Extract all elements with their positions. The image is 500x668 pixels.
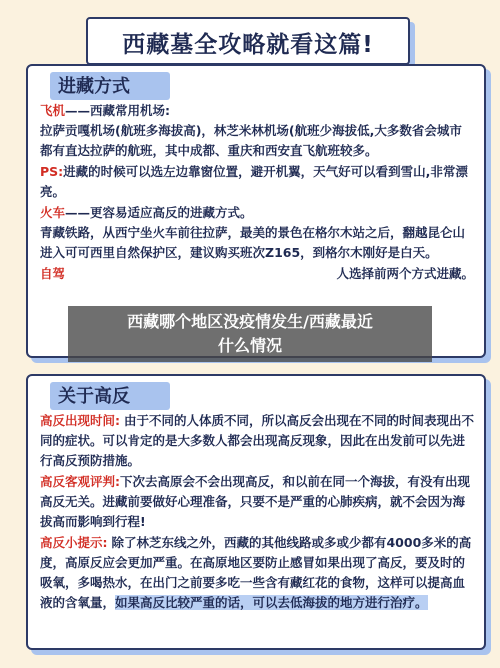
page-title: 西藏墓全攻略就看这篇! <box>122 32 374 58</box>
train-head: 更容易适应高反的进藏方式。 <box>90 205 253 220</box>
time-paragraph <box>40 411 474 471</box>
flight-label: 飞机 <box>40 103 66 118</box>
objective-paragraph <box>40 472 474 532</box>
self-drive-body: 人选择前两个方式进藏。 <box>336 266 474 281</box>
train-label: 火车 <box>40 205 66 220</box>
tip-highlight: 如果高反比较严重的话，可以去低海拔的地方进行治疗。 <box>115 595 428 610</box>
header-banner <box>86 17 410 65</box>
self-drive-label: 自驾 <box>40 266 66 281</box>
section-title-altitude: 关于高反 <box>44 374 144 414</box>
time-body: 由于不同的人体质不同，所以高反会出现在不同的时间表现出不同的症状。可以肯定的是大多数人都会出现高反现象，因此在出发前可以先进行高反预防措施。 <box>40 413 474 468</box>
self-drive-paragraph <box>40 264 474 284</box>
overlay-line-2: 什么情况 <box>217 336 282 355</box>
flight-head: 西藏常用机场: <box>90 103 171 118</box>
tip-paragraph <box>40 533 474 613</box>
section-content-entry <box>40 101 474 285</box>
overlay-title <box>68 310 432 358</box>
ps-label: PS: <box>40 164 64 179</box>
train-paragraph <box>40 203 474 263</box>
ps-paragraph <box>40 162 474 202</box>
section-card-altitude <box>26 374 486 650</box>
ps-body: 进藏的时候可以选左边靠窗位置，避开机翼，天气好可以看到雪山,非常漂亮。 <box>40 164 468 199</box>
overlay-line-1: 西藏哪个地区没疫情发生/西藏最近 <box>127 312 373 331</box>
flight-body: 拉萨贡嘎机场(航班多海拔高)，林芝米林机场(航班少海拔低,大多数省会城市都有直达拉萨的航班，其中成都、重庆和西安直飞航班较多。 <box>40 123 462 158</box>
flight-paragraph <box>40 101 474 161</box>
title-overlay <box>68 306 432 362</box>
train-body: 青藏铁路，从西宁坐火车前往拉萨，最美的景色在格尔木站之后，翻越昆仑山进入可可西里自然保护区，建议购买班次Z165，到格尔木刚好是白天。 <box>40 225 466 260</box>
time-label: 高反出现时间: <box>40 413 120 428</box>
tip-label: 高反小提示: <box>40 535 108 550</box>
flight-sep: —— <box>65 103 91 118</box>
objective-body: 下次去高原会不会出现高反，和以前在同一个海拔，有没有出现高反无关。进藏前要做好心理准备，只要不是严重的心肺疾病，就不会因为海拔高而影响到行程! <box>40 474 471 529</box>
train-sep: —— <box>65 205 91 220</box>
section-content-altitude <box>40 411 474 614</box>
section-title-entry: 进藏方式 <box>44 64 144 104</box>
tip-body: 除了林芝东线之外，西藏的其他线路或多或少都有4000多米的高度，高原反应会更加严重。在高原地区要防止感冒如果出现了高反，要及时的吸氧，多喝热水，在出门之前要多吃一些含有藏红花的食物，这样可以提高血液的含氧量， <box>40 535 472 610</box>
objective-label: 高反客观评判: <box>40 474 120 489</box>
